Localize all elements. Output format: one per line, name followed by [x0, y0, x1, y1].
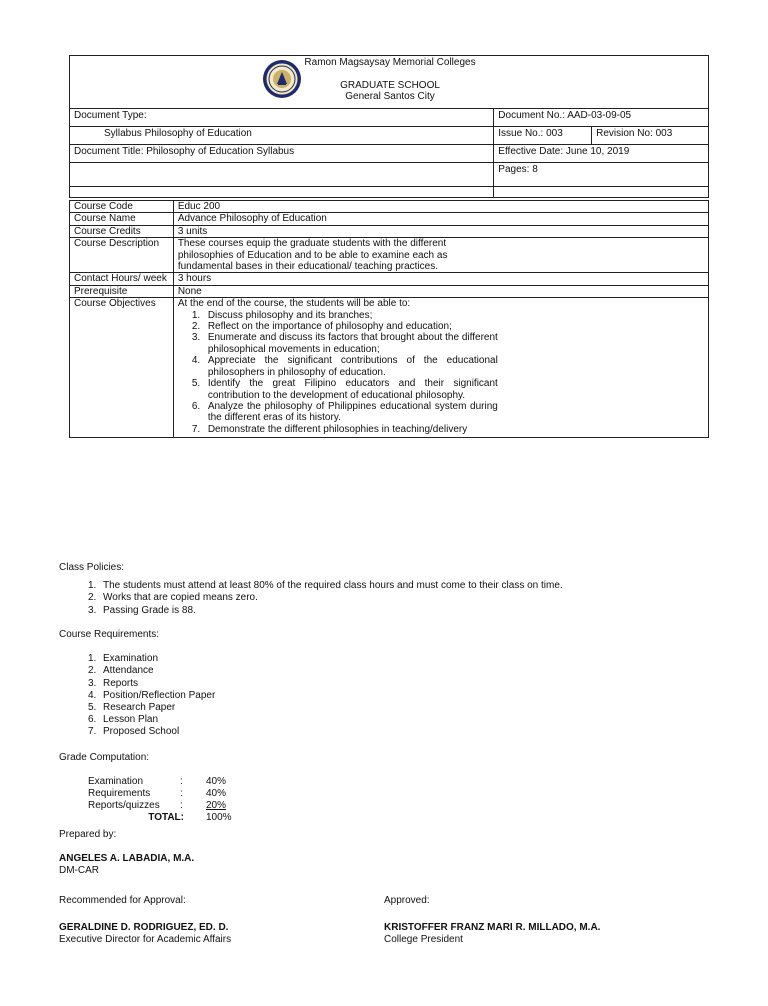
course-objectives-label: Course Objectives: [70, 298, 174, 438]
grade-computation-title: Grade Computation:: [59, 752, 150, 763]
list-item: 4. Appreciate the significant contributions of the educational philosophers in philosophy of education.: [191, 355, 498, 378]
list-item: 2. Reflect on the importance of philosophy and education;: [191, 321, 452, 333]
section-title: Course Requirements:: [59, 629, 160, 640]
course-name: Advance Philosophy of Education: [173, 213, 708, 225]
revision-number: Revision No: 003: [592, 127, 709, 145]
list-item: 1. The students must attend at least 80% of the required class hours and must come to their class on time.: [88, 580, 563, 592]
course-info-table: [69, 200, 709, 438]
list-item: 3. Enumerate and discuss its factors that brought about the different philosophical movements in education;: [191, 332, 498, 355]
list-item: 2. Attendance: [88, 665, 154, 677]
page-count: Pages: 8: [494, 163, 709, 187]
total-label: TOTAL:: [148, 812, 184, 823]
list-item: 2. Works that are copied means zero.: [88, 592, 258, 604]
course-credits: 3 units: [173, 225, 708, 237]
document-title: Document Title: Philosophy of Education Syllabus: [70, 145, 494, 163]
course-name-label: Course Name: [70, 213, 174, 225]
effective-date: Effective Date: June 10, 2019: [494, 145, 709, 163]
document-type-value: Syllabus Philosophy of Education: [70, 127, 494, 145]
document-header: [69, 55, 709, 108]
list-item: 3. Passing Grade is 88.: [88, 604, 196, 616]
city-name: General Santos City: [345, 91, 435, 102]
section-title: Class Policies:: [59, 562, 125, 573]
list-item: 3. Reports: [88, 677, 139, 689]
issue-number: Issue No.: 003: [494, 127, 592, 145]
grade-row: Requirements : 40%: [88, 788, 227, 799]
course-description-label: Course Description: [70, 238, 174, 273]
school-name: GRADUATE SCHOOL: [340, 80, 440, 91]
empty-cell: [494, 187, 709, 198]
list-item: 1. Discuss philosophy and its branches;: [191, 309, 373, 321]
objectives-list: [192, 310, 498, 435]
list-item: 7. Demonstrate the different philosophies in teaching/delivery: [191, 423, 468, 435]
list-item: 1. Examination: [88, 653, 159, 665]
grade-total-row: [88, 812, 246, 824]
prerequisite-label: Prerequisite: [70, 285, 174, 297]
recommended-label: Recommended for Approval:: [59, 895, 186, 906]
approved-label: Approved:: [384, 895, 430, 906]
objectives-intro: At the end of the course, the students will be able to:: [177, 298, 411, 310]
grade-row: Reports/quizzes : 20%: [88, 800, 227, 811]
document-type-label: Document Type:: [70, 109, 494, 127]
course-code: Educ 200: [173, 201, 708, 213]
course-code-label: Course Code: [70, 201, 174, 213]
prepared-by-title: DM-CAR: [59, 865, 99, 876]
approved-title: College President: [384, 934, 463, 945]
prerequisite: None: [173, 285, 708, 297]
contact-hours-label: Contact Hours/ week: [70, 273, 174, 285]
document-info-table: [69, 108, 709, 198]
policies-list: [88, 580, 563, 617]
course-description: These courses equip the graduate students with the different philosophies of Education and to be able to examine each as fundamental bases in their educational/ teaching practices.: [177, 238, 448, 273]
institution-name: Ramon Magsaysay Memorial Colleges: [304, 57, 476, 68]
approved-name: KRISTOFFER FRANZ MARI R. MILLADO, M.A.: [384, 922, 601, 933]
document-number: Document No.: AAD-03-09-05: [494, 109, 709, 127]
recommended-name: GERALDINE D. RODRIGUEZ, ED. D.: [59, 922, 229, 933]
course-credits-label: Course Credits: [70, 225, 174, 237]
list-item: 7. Proposed School: [88, 726, 180, 738]
empty-cell: [70, 163, 494, 187]
prepared-by-name: ANGELES A. LABADIA, M.A.: [59, 853, 195, 864]
grade-row: Examination : 40%: [88, 776, 227, 787]
college-seal-icon: [262, 59, 302, 99]
class-policies-section: [59, 562, 563, 617]
recommended-title: Executive Director for Academic Affairs: [59, 934, 232, 945]
list-item: 5. Identify the great Filipino educators and their significant contribution to the development of educational philosophy.: [191, 378, 498, 401]
course-requirements-section: [59, 629, 215, 739]
empty-cell: [70, 187, 494, 198]
requirements-list: [88, 653, 215, 738]
list-item: 6. Analyze the philosophy of Philippines educational system during the different eras of its history.: [191, 400, 498, 424]
list-item: 4. Position/Reflection Paper: [88, 689, 216, 701]
prepared-by-label: Prepared by:: [59, 829, 117, 840]
total-value: 100%: [206, 812, 232, 823]
contact-hours: 3 hours: [173, 273, 708, 285]
list-item: 6. Lesson Plan: [88, 714, 159, 726]
list-item: 5. Research Paper: [88, 702, 176, 714]
